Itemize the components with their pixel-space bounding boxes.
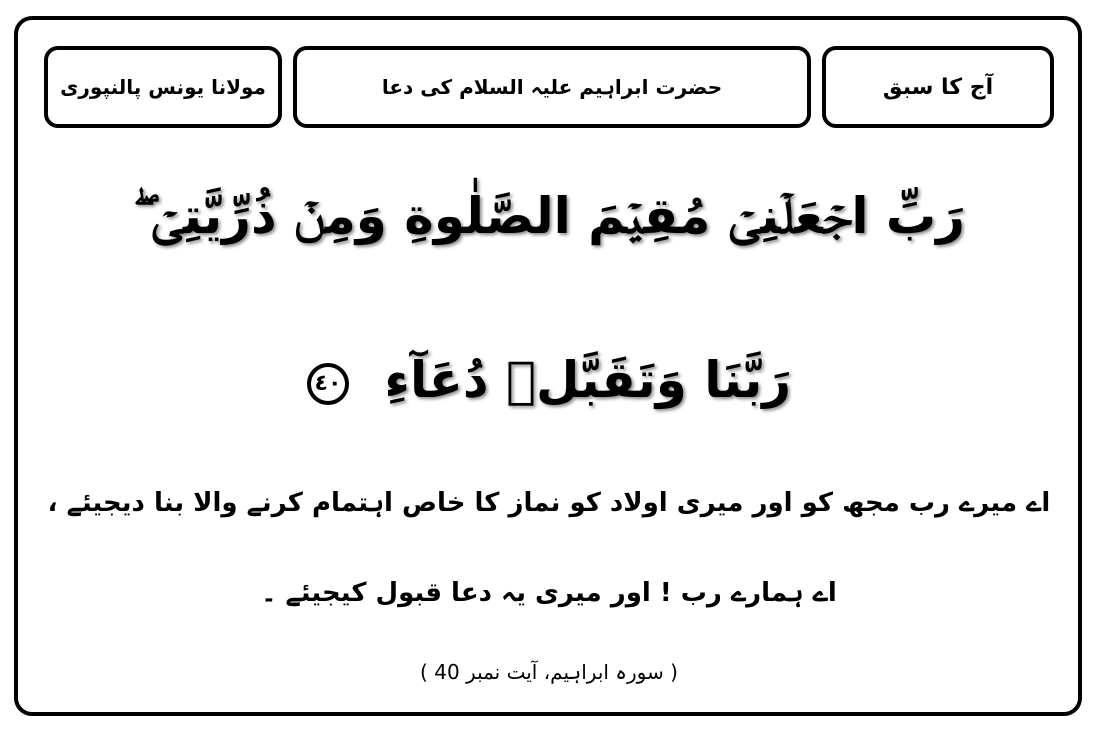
verse-line-1: [40, 166, 1058, 266]
translation-line-1: [40, 478, 1058, 528]
lesson-box: [822, 46, 1054, 128]
verse-text-1: رَبِّ اجۡعَلۡنِىۡ مُقِيۡمَ الصَّلٰوةِ وَمِنۡ ذُرِّيَّتِىۡ ‌ۖ: [133, 187, 965, 245]
translation-line-2: [40, 568, 1058, 618]
topic-box: [293, 46, 811, 128]
verse-text-2: رَبَّنَا وَتَقَبَّلۡ دُعَآءِ: [384, 351, 791, 409]
ayah-number-marker: ٤٠: [307, 363, 349, 405]
lesson-label: آج کا سبق: [882, 74, 994, 100]
reference-text: ( سورہ ابراہیم، آیت نمبر 40 ): [420, 660, 678, 684]
verse-line-2: [40, 330, 1058, 430]
translation-text-1: اے میرے رب مجھ کو اور میری اولاد کو نماز کا خاص اہتمام کرنے والا بنا دیجیئے ،: [47, 488, 1051, 518]
topic-title: حضرت ابراہیم علیہ السلام کی دعا: [381, 75, 723, 99]
author-name: مولانا یونس پالنپوری: [60, 75, 266, 99]
translation-text-2: اے ہمارے رب ! اور میری یہ دعا قبول کیجیئے ۔: [261, 578, 837, 608]
surah-reference: [40, 652, 1058, 692]
author-box: [44, 46, 282, 128]
